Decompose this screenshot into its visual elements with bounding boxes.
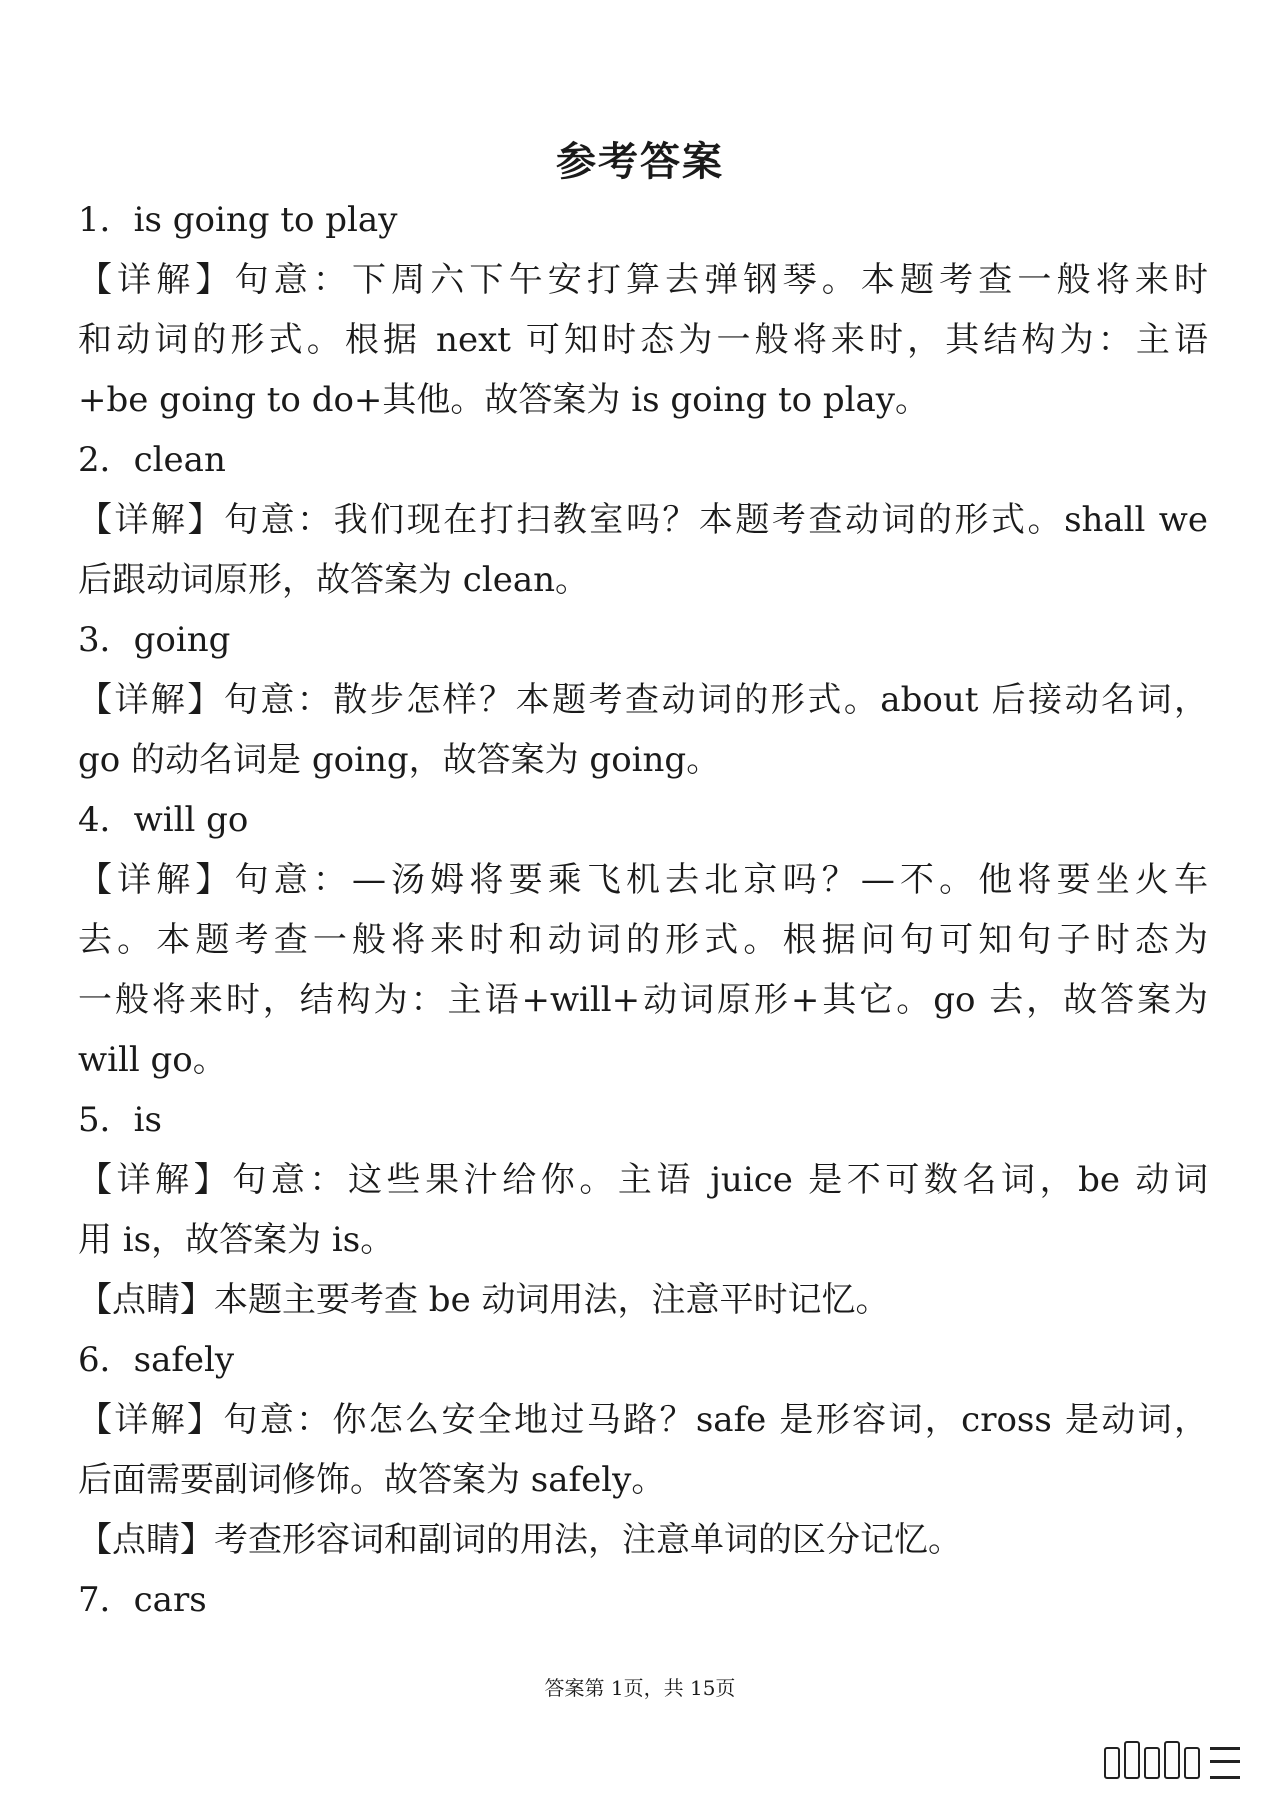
text-line: 和动词的形式。根据 next 可知时态为一般将来时，其结构为：主语 [78,320,1208,360]
text-line: 1．is going to play [78,200,398,240]
text-line: 用 is，故答案为 is。 [78,1220,395,1260]
page-footer: 答案第 1页，共 15页 [544,1676,736,1700]
text-line: 【点睛】本题主要考查 be 动词用法，注意平时记忆。 [78,1280,890,1320]
text-line: 2．clean [78,440,226,480]
watermark-logo-icon [1104,1741,1240,1779]
text-line: +be going to do+其他。故答案为 is going to play。 [78,380,929,420]
text-line: 5．is [78,1100,162,1140]
text-line: 4．will go [78,800,249,840]
text-line: 3．going [78,620,231,660]
answer-content [78,190,1208,1630]
text-line: 后面需要副词修饰。故答案为 safely。 [78,1460,666,1500]
text-line: 【详解】句意：我们现在打扫教室吗？本题考查动词的形式。shall we [78,500,1208,540]
text-line: 7．cars [78,1580,207,1620]
text-line: go 的动名词是 going，故答案为 going。 [78,740,721,780]
text-line: 6．safely [78,1340,235,1380]
text-line: 【详解】句意：—汤姆将要乘飞机去北京吗？—不。他将要坐火车 [78,860,1208,900]
text-line: 【详解】句意：下周六下午安打算去弹钢琴。本题考查一般将来时 [78,260,1208,300]
text-line: 去。本题考查一般将来时和动词的形式。根据问句可知句子时态为 [78,920,1208,960]
text-line: 一般将来时，结构为：主语+will+动词原形+其它。go 去，故答案为 [78,980,1208,1020]
text-line: 后跟动词原形，故答案为 clean。 [78,560,590,600]
text-line: 【详解】句意：这些果汁给你。主语 juice 是不可数名词，be 动词 [78,1160,1208,1200]
text-line: 【详解】句意：你怎么安全地过马路？safe 是形容词，cross 是动词， [78,1400,1208,1440]
text-line: 【详解】句意：散步怎样？本题考查动词的形式。about 后接动名词， [78,680,1208,720]
text-line: will go。 [78,1040,227,1080]
text-line: 【点睛】考查形容词和副词的用法，注意单词的区分记忆。 [78,1520,962,1560]
page-title: 参考答案 [556,138,724,185]
